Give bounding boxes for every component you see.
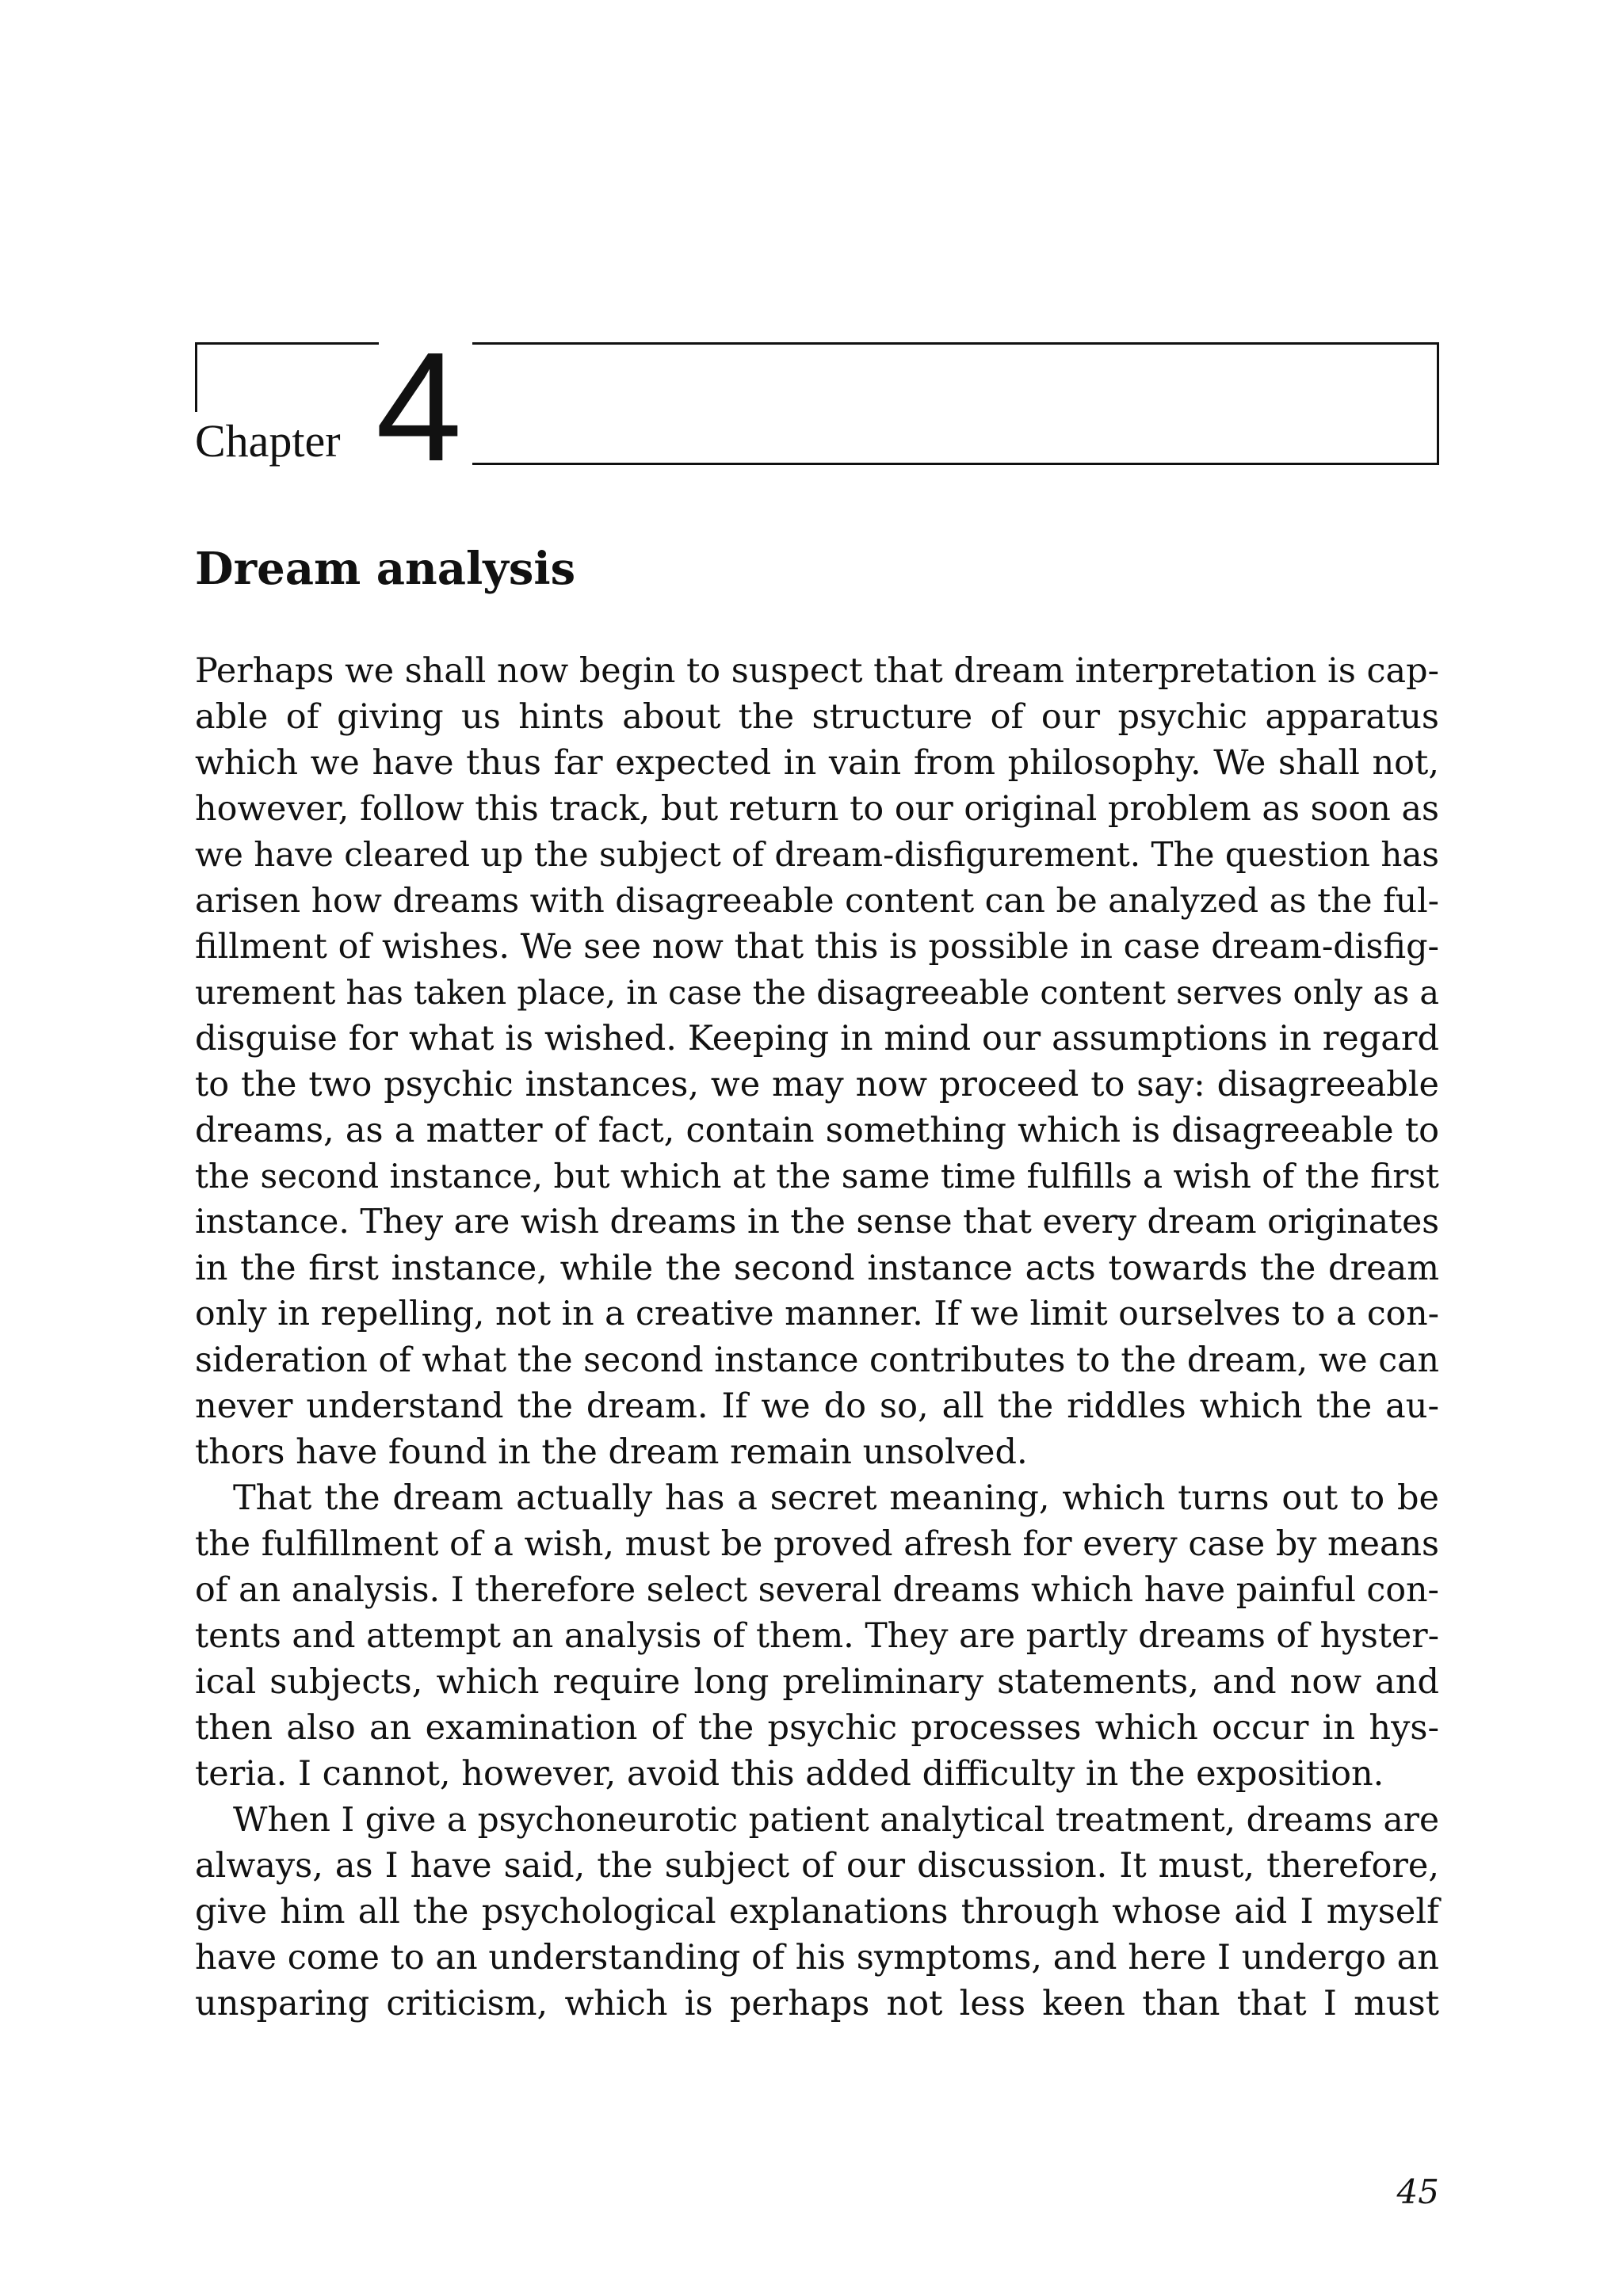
text-line: never understand the dream. If we do so, all the riddles which the au- <box>195 1386 1439 1426</box>
text-line: only in repelling, not in a creative manner. If we limit ourselves to a con- <box>195 1295 1439 1333</box>
text-line: teria. I cannot, however, avoid this added difficulty in the exposition. <box>195 1754 1384 1794</box>
text-line: disguise for what is wished. Keeping in mind our assumptions in regard <box>195 1019 1439 1058</box>
text-line: thors have found in the dream remain unsolved. <box>195 1432 1028 1472</box>
text-line: able of giving us hints about the structure of our psychic apparatus <box>195 697 1439 737</box>
text-line: then also an examination of the psychic processes which occur in hys- <box>195 1708 1439 1748</box>
text-line: fillment of wishes. We see now that this is possible in case dream-disfig- <box>195 927 1439 967</box>
text-line: the second instance, but which at the same time fulfills a wish of the first <box>195 1157 1439 1196</box>
frame-top-right-line <box>472 342 1439 345</box>
text-line: have come to an understanding of his symptoms, and here I undergo an <box>195 1938 1439 1978</box>
text-line: arisen how dreams with disagreeable content can be analyzed as the ful- <box>195 881 1439 920</box>
text-line: sideration of what the second instance contributes to the dream, we can <box>195 1341 1439 1380</box>
text-line: When I give a psychoneurotic patient analytical treatment, dreams are <box>233 1800 1439 1839</box>
frame-left-tick <box>195 342 197 412</box>
body-text <box>195 648 1439 2027</box>
frame-top-left-line <box>195 342 379 345</box>
paragraph <box>195 1797 1439 2027</box>
frame-bottom-line <box>472 463 1439 465</box>
page-number: 45 <box>1396 2172 1439 2211</box>
text-line: to the two psychic instances, we may now proceed to say: disagreeable <box>195 1065 1439 1104</box>
text-line: ical subjects, which require long preliminary statements, and now and <box>195 1662 1439 1702</box>
frame-right-line <box>1437 342 1439 465</box>
text-line: the fulfillment of a wish, must be proved afresh for every case by means <box>195 1524 1439 1564</box>
chapter-title: Dream analysis <box>195 543 576 595</box>
text-line: always, as I have said, the subject of our discussion. It must, therefore, <box>195 1846 1439 1886</box>
text-line: unsparing criticism, which is perhaps not less keen than that I must <box>195 1984 1439 2023</box>
paragraph <box>195 648 1439 1475</box>
text-line: tents and attempt an analysis of them. They are partly dreams of hyster- <box>195 1616 1439 1656</box>
text-line: which we have thus far expected in vain from philosophy. We shall not, <box>195 743 1439 783</box>
chapter-label: Chapter <box>195 415 341 467</box>
text-line: in the first instance, while the second instance acts towards the dream <box>195 1249 1439 1288</box>
text-line: urement has taken place, in case the disagreeable content serves only as a <box>195 974 1439 1012</box>
text-line: instance. They are wish dreams in the sense that every dream originates <box>195 1203 1439 1241</box>
text-line: That the dream actually has a secret meaning, which turns out to be <box>233 1478 1439 1518</box>
text-line: however, follow this track, but return to our original problem as soon as <box>195 789 1439 829</box>
chapter-header <box>195 320 1439 494</box>
text-line: Perhaps we shall now begin to suspect that dream interpretation is cap- <box>195 651 1439 691</box>
text-line: give him all the psychological explanations through whose aid I myself <box>195 1892 1439 1932</box>
text-line: of an analysis. I therefore select several dreams which have painful con- <box>195 1570 1439 1610</box>
text-line: we have cleared up the subject of dream-disfigurement. The question has <box>195 835 1439 874</box>
paragraph <box>195 1475 1439 1797</box>
chapter-number: 4 <box>376 320 463 494</box>
text-line: dreams, as a matter of fact, contain something which is disagreeable to <box>195 1111 1439 1150</box>
